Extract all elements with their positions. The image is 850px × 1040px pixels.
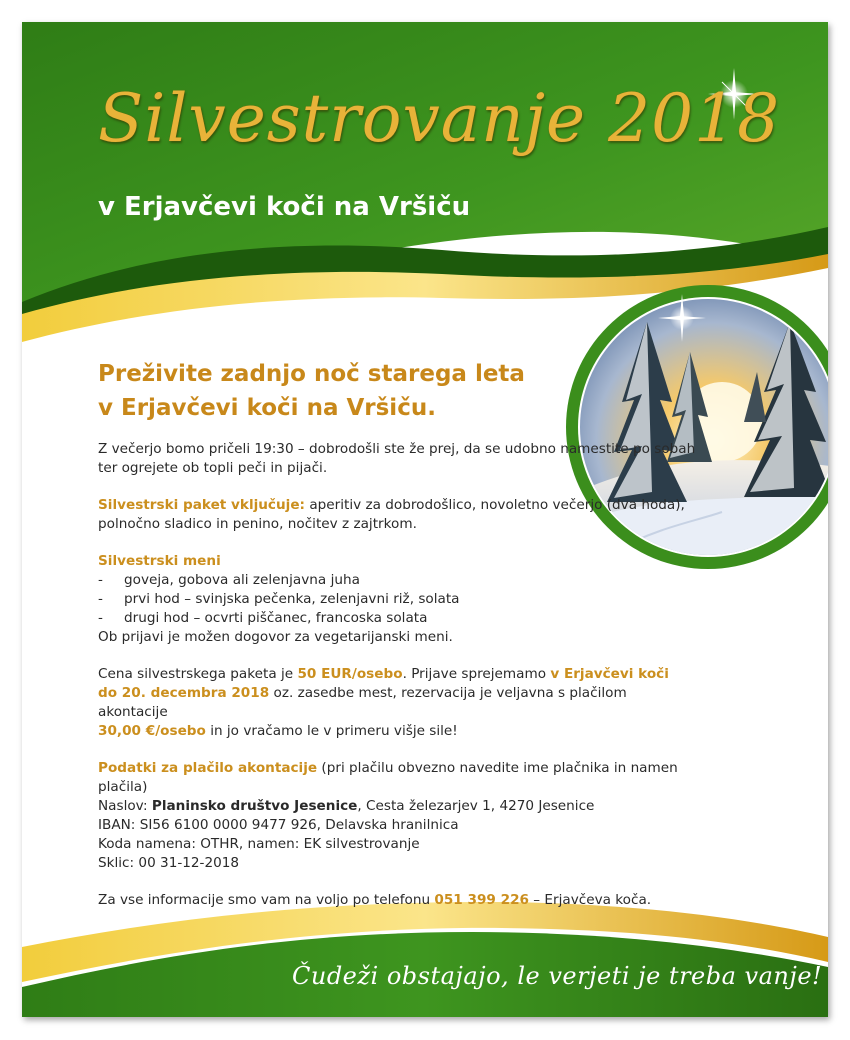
menu-item: goveja, gobova ali zelenjavna juha: [124, 572, 360, 588]
headline-line-2: v Erjavčevi koči na Vršiču.: [98, 395, 436, 421]
menu-section: Silvestrski meni - goveja, gobova ali zelenjavna juha - prvi hod – svinjska pečenka, zelenjavni riž, solata - drugi hod – ocvrti piščanec, francoska solata Ob prijavi je možen dogovor za vegetarijanski meni.: [98, 553, 460, 645]
body-text: [98, 440, 698, 928]
menu-label: Silvestrski meni: [98, 553, 221, 569]
payment-label: Podatki za plačilo akontacije: [98, 760, 318, 776]
organization-name: Planinsko društvo Jesenice: [151, 798, 358, 814]
package-label: Silvestrski paket vključuje:: [98, 497, 305, 513]
price-amount: 50 EUR/osebo: [297, 666, 403, 682]
payment-note: (pri plačilu obvezno navedite ime plačnika in namen plačila): [98, 760, 678, 795]
reference: Sklic: 00 31-12-2018: [98, 855, 240, 871]
iban: IBAN: SI56 6100 0000 9477 926, Delavska hranilnica: [98, 817, 459, 833]
headline: [98, 357, 568, 425]
payment-section: Podatki za plačilo akontacije (pri plačilu obvezno navedite ime plačnika in namen plačila) Naslov: Planinsko društvo Jesenice, Cesta železarjev 1, 4270 Jesenice IBAN: SI56 6100 0000 9477 926, Delavska hranilnica Koda namena: OTHR, namen: EK silvestrovanje Sklic: 00 31-12-2018: [98, 760, 678, 871]
purpose-code: Koda namena: OTHR, namen: EK silvestrovanje: [98, 836, 420, 852]
menu-item: prvi hod – svinjska pečenka, zelenjavni riž, solata: [124, 591, 460, 607]
event-subtitle: v Erjavčevi koči na Vršiču: [98, 192, 471, 222]
registration-deadline: do 20. decembra 2018: [98, 685, 270, 701]
event-title: Silvestrovanje 2018: [98, 80, 781, 157]
phone-number: 051 399 226: [434, 892, 529, 908]
menu-note: Ob prijavi je možen dogovor za vegetarijanski meni.: [98, 629, 453, 645]
package-paragraph: [98, 496, 698, 534]
headline-line-1: Preživite zadnjo noč starega leta: [98, 361, 525, 387]
footer-motto: Čudeži obstajajo, le verjeti je treba vanje!: [292, 962, 823, 990]
package-text: aperitiv za dobrodošlico, novoletno večerjo (dva hoda), polnočno sladico in penino, nočitev z zajtrkom.: [98, 497, 685, 532]
intro-paragraph: Z večerjo bomo pričeli 19:30 – dobrodošli ste že prej, da se udobno namestite po sobah ter ogrejete ob topli peči in pijači.: [98, 441, 696, 476]
price-paragraph: Cena silvestrskega paketa je 50 EUR/osebo. Prijave sprejemamo v Erjavčevi koči do 20. decembra 2018 oz. zasedbe mest, rezervacija je veljavna s plačilom akontacije 30,00 €/osebo in jo vračamo le v primeru višje sile!: [98, 666, 669, 739]
registration-place: v Erjavčevi koči: [550, 666, 669, 682]
menu-item: drugi hod – ocvrti piščanec, francoska solata: [124, 610, 428, 626]
flyer-page: [22, 22, 828, 1017]
contact-paragraph: Za vse informacije smo vam na voljo po telefonu 051 399 226 – Erjavčeva koča.: [98, 892, 652, 908]
deposit-amount: 30,00 €/osebo: [98, 723, 206, 739]
